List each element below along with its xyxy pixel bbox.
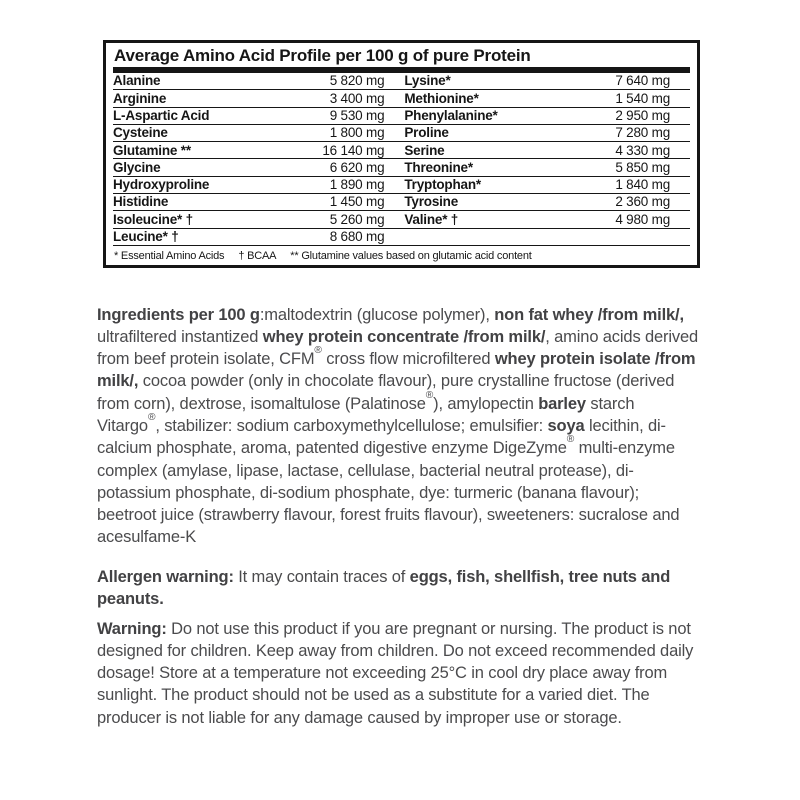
text-segment: starch Vitargo	[97, 394, 635, 435]
amino-cell-right	[404, 213, 690, 227]
table-row	[113, 90, 690, 107]
amino-name: Histidine	[113, 194, 169, 210]
amino-cell-left	[113, 144, 404, 158]
amino-value: 16 140 mg	[322, 142, 385, 158]
amino-rows	[113, 73, 690, 246]
amino-value: 5 260 mg	[329, 211, 385, 227]
amino-cell-right	[404, 195, 690, 209]
amino-cell-right	[404, 178, 690, 192]
text-segment: ultrafiltered instantized	[97, 327, 263, 346]
amino-value: 3 400 mg	[329, 90, 385, 106]
amino-name: Glycine	[113, 159, 161, 175]
amino-value: 9 530 mg	[329, 107, 385, 123]
amino-name: Serine	[404, 142, 445, 158]
amino-cell-right	[404, 161, 690, 175]
table-row	[113, 142, 690, 159]
text-segment: , stabilizer: sodium carboxymethylcellulose; emulsifier:	[155, 416, 548, 435]
amino-name: Glutamine **	[113, 142, 191, 158]
amino-name: Phenylalanine*	[404, 107, 498, 123]
table-title: Average Amino Acid Profile per 100 g of pure Protein	[114, 46, 531, 65]
amino-cell-left	[113, 230, 404, 244]
text-segment: Do not use this product if you are pregnant or nursing. The product is not designed for children. Keep away from children. Do not exceed recommended daily dosage! Store at a temperature not exceeding 25°C in cool dry place away from sunlight. The product should not be used as a substitute for a varied diet. The producer is not liable for any damage caused by improper use or storage.	[97, 619, 694, 727]
amino-name: Methionine*	[404, 90, 479, 106]
registered-trademark-symbol: ®	[147, 411, 156, 423]
amino-value: 1 800 mg	[329, 125, 385, 141]
registered-trademark-symbol: ®	[314, 345, 322, 356]
registered-trademark-symbol: ®	[425, 389, 434, 401]
amino-cell-right	[404, 144, 690, 158]
bold-text-segment: soya	[547, 416, 585, 435]
text-segment: , amino acids derived from beef protein isolate, CFM	[97, 327, 699, 369]
amino-value: 2 950 mg	[615, 107, 670, 123]
amino-name: Tryptophan*	[404, 177, 481, 193]
table-footnote: ** Glutamine values based on glutamic acid content	[290, 249, 532, 262]
amino-value: 1 450 mg	[329, 194, 385, 210]
bold-text-segment: whey protein isolate /from milk/,	[97, 350, 696, 391]
table-row	[113, 229, 690, 246]
bold-text-segment: Warning:	[97, 619, 167, 638]
text-segment: :maltodextrin (glucose polymer),	[259, 305, 495, 324]
table-row	[113, 211, 690, 228]
amino-name: Lysine*	[404, 73, 451, 89]
table-row	[113, 73, 690, 90]
amino-name: Tyrosine	[404, 194, 459, 210]
amino-name: Cysteine	[113, 125, 168, 141]
amino-value: 5 820 mg	[329, 73, 385, 89]
amino-value: 4 330 mg	[615, 142, 670, 158]
amino-cell-right	[404, 126, 690, 140]
ingredients-paragraph	[97, 304, 701, 549]
amino-value: 2 360 mg	[615, 194, 670, 210]
text-segment: It may contain traces of	[233, 567, 410, 586]
table-row	[113, 159, 690, 176]
bold-text-segment: eggs, fish, shellfish, tree nuts and peanuts.	[97, 567, 671, 608]
amino-name: Hydroxyproline	[113, 177, 210, 193]
table-row	[113, 177, 690, 194]
amino-cell-left	[113, 213, 404, 227]
amino-value: 1 540 mg	[615, 90, 670, 106]
table-row	[113, 194, 690, 211]
amino-acid-table	[103, 40, 700, 268]
bold-text-segment: non fat whey /from milk/,	[494, 305, 684, 324]
amino-name: Valine* †	[404, 211, 459, 227]
text-segment: cocoa powder (only in chocolate flavour), pure crystalline fructose (derived from corn), dextrose, isomaltulose (Palatinose	[97, 372, 675, 413]
bold-text-segment: whey protein concentrate /from milk/	[262, 327, 546, 346]
amino-name: L-Aspartic Acid	[113, 107, 210, 123]
table-footnotes	[106, 246, 697, 262]
amino-cell-left	[113, 109, 404, 123]
amino-name: Arginine	[113, 90, 167, 106]
amino-value: 6 620 mg	[329, 159, 385, 175]
bold-text-segment: Ingredients per 100 g	[97, 305, 260, 324]
amino-cell-left	[113, 126, 404, 140]
amino-value: 7 640 mg	[615, 73, 670, 89]
amino-cell-left	[113, 161, 404, 175]
text-segment: lecithin, di-calcium phosphate, aroma, patented digestive enzyme DigeZyme	[97, 416, 666, 458]
warning-paragraph	[97, 618, 701, 729]
table-footnote: † BCAA	[238, 249, 277, 262]
amino-value: 8 680 mg	[329, 229, 385, 245]
amino-value: 1 890 mg	[329, 177, 385, 193]
amino-cell-left	[113, 74, 404, 88]
text-segment: cross flow microfiltered	[321, 350, 495, 369]
amino-value: 1 840 mg	[615, 177, 670, 193]
registered-trademark-symbol: ®	[566, 434, 575, 446]
amino-value: 5 850 mg	[615, 159, 670, 175]
amino-cell-left	[113, 92, 404, 106]
amino-name: Alanine	[113, 73, 161, 89]
amino-cell-left	[113, 178, 404, 192]
amino-value: 4 980 mg	[615, 211, 670, 227]
amino-cell-left	[113, 195, 404, 209]
amino-value: 7 280 mg	[615, 125, 670, 141]
amino-name: Proline	[404, 125, 449, 141]
table-footnote: * Essential Amino Acids	[114, 249, 225, 262]
amino-name: Leucine* †	[113, 229, 179, 245]
text-segment: ), amylopectin	[433, 394, 539, 413]
amino-cell-right	[404, 92, 690, 106]
amino-name: Isoleucine* †	[113, 211, 193, 227]
text-segment: multi-enzyme complex (amylase, lipase, lactase, cellulase, bacterial neutral protease), di-potassium phosphate, di-sodium phosphate, dye: turmeric (banana flavour); beetroot juice (strawberry flavour, forest fruits flavour), sweeteners: sucralose and acesulfame-K	[97, 439, 680, 547]
table-row	[113, 125, 690, 142]
amino-cell-right	[404, 109, 690, 123]
amino-name: Threonine*	[404, 159, 473, 175]
bold-text-segment: Allergen warning:	[97, 567, 234, 586]
amino-cell-right	[404, 74, 690, 88]
table-row	[113, 108, 690, 125]
bold-text-segment: barley	[538, 394, 586, 413]
allergen-warning-paragraph	[97, 566, 701, 611]
